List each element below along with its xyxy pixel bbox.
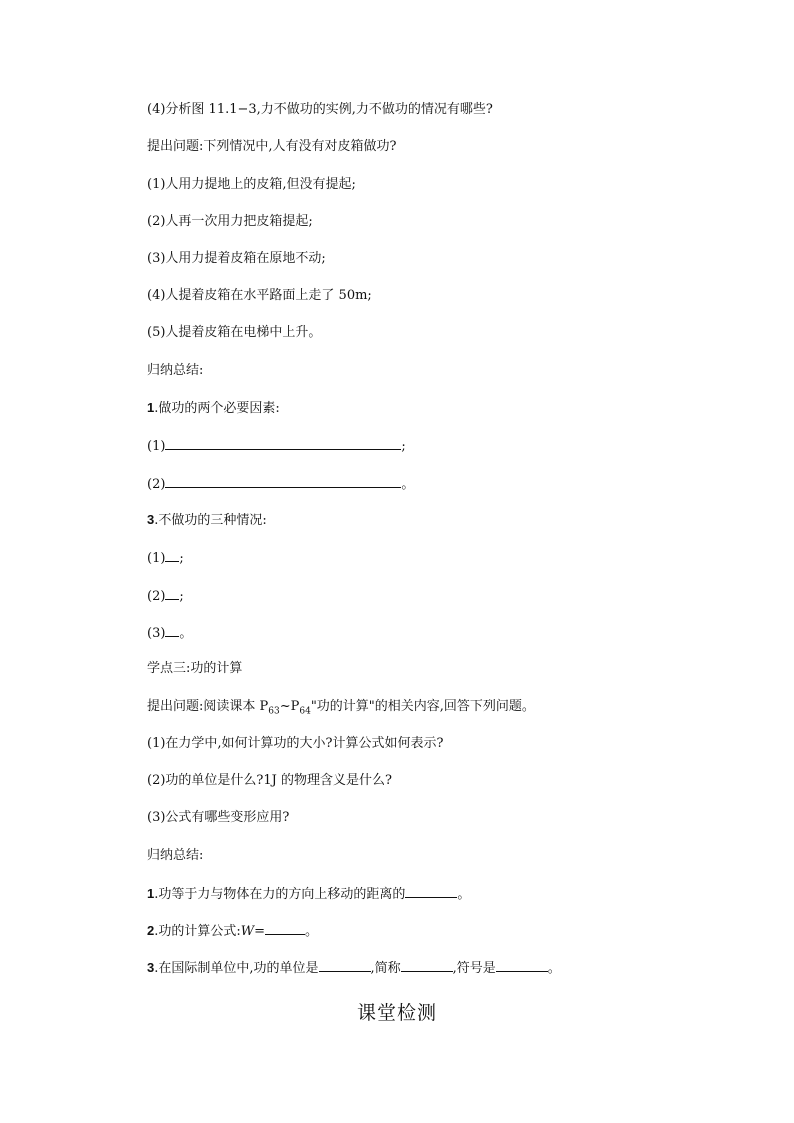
- row-suffix: ;: [179, 589, 184, 604]
- text-part: 提出问题:阅读课本 P: [147, 699, 269, 714]
- row-prefix: (1): [147, 439, 166, 454]
- page-subscript-start: 63: [268, 706, 280, 717]
- item-number: 2: [147, 923, 155, 938]
- raise-question-2: [147, 698, 535, 716]
- factor-1-row: [147, 436, 406, 456]
- fill-blank[interactable]: [401, 958, 453, 972]
- row-suffix: 。: [401, 477, 415, 492]
- item-number: 3: [147, 512, 155, 527]
- page-subscript-end: 64: [299, 706, 311, 717]
- no-work-heading: [147, 511, 267, 530]
- question-calc-3: (3)公式有哪些变形应用?: [147, 810, 290, 825]
- formula-equals: =: [254, 924, 266, 939]
- row-suffix: 。: [457, 887, 471, 902]
- row-suffix: 。: [305, 924, 319, 939]
- work-unit-row: [147, 958, 561, 978]
- row-suffix: 。: [547, 961, 561, 976]
- no-work-1-row: [147, 548, 184, 568]
- text-part: ~P: [279, 699, 300, 714]
- row-prefix: (1): [147, 551, 166, 566]
- case-2: (2)人再一次用力把皮箱提起;: [147, 214, 313, 229]
- question-4-analysis: (4)分析图 11.1−3,力不做功的实例,力不做功的情况有哪些?: [147, 102, 493, 117]
- item-text: .功的计算公式:: [154, 924, 241, 939]
- summary-heading-2: 归纳总结:: [147, 848, 204, 863]
- section-title: 课堂检测: [356, 1002, 437, 1024]
- work-factors-heading: [147, 399, 280, 418]
- fill-blank[interactable]: [319, 958, 371, 972]
- fill-blank[interactable]: [165, 548, 179, 562]
- item-text: .功等于力与物体在力的方向上移动的距离的: [154, 887, 406, 902]
- work-formula-row: [147, 921, 318, 941]
- item-text: .不做功的三种情况:: [154, 513, 267, 528]
- item-number: 1: [147, 886, 155, 901]
- text-part: "功的计算"的相关内容,回答下列问题。: [310, 699, 535, 714]
- row-suffix: ;: [179, 551, 184, 566]
- case-4: (4)人提着皮箱在水平路面上走了 50m;: [147, 288, 372, 303]
- case-1: (1)人用力提地上的皮箱,但没有提起;: [147, 177, 356, 192]
- work-definition-row: [147, 884, 470, 904]
- row-suffix: ;: [401, 439, 406, 454]
- fill-blank[interactable]: [165, 586, 179, 600]
- factor-2-row: [147, 474, 414, 494]
- section-3-heading: 学点三:功的计算: [147, 661, 243, 676]
- summary-heading-1: 归纳总结:: [147, 363, 204, 378]
- row-prefix: (2): [147, 589, 166, 604]
- item-text: .在国际制单位中,功的单位是: [154, 961, 319, 976]
- fill-blank[interactable]: [165, 474, 401, 488]
- case-5: (5)人提着皮箱在电梯中上升。: [147, 325, 322, 340]
- row-prefix: (3): [147, 626, 166, 641]
- item-text: ,符号是: [452, 961, 496, 976]
- no-work-2-row: [147, 586, 184, 606]
- row-prefix: (2): [147, 477, 166, 492]
- raise-question: 提出问题:下列情况中,人有没有对皮箱做功?: [147, 139, 397, 154]
- item-number: 1: [147, 400, 155, 415]
- row-suffix: 。: [179, 626, 193, 641]
- fill-blank[interactable]: [496, 958, 548, 972]
- formula-variable: W: [240, 924, 255, 939]
- fill-blank[interactable]: [165, 623, 179, 637]
- question-calc-2: (2)功的单位是什么?1J 的物理含义是什么?: [147, 773, 392, 788]
- fill-blank[interactable]: [265, 921, 305, 935]
- fill-blank[interactable]: [405, 884, 457, 898]
- item-text: .做功的两个必要因素:: [154, 401, 280, 416]
- item-number: 3: [147, 960, 155, 975]
- item-text: ,简称: [370, 961, 401, 976]
- fill-blank[interactable]: [165, 436, 401, 450]
- no-work-3-row: [147, 623, 192, 643]
- case-3: (3)人用力提着皮箱在原地不动;: [147, 251, 326, 266]
- question-calc-1: (1)在力学中,如何计算功的大小?计算公式如何表示?: [147, 736, 444, 751]
